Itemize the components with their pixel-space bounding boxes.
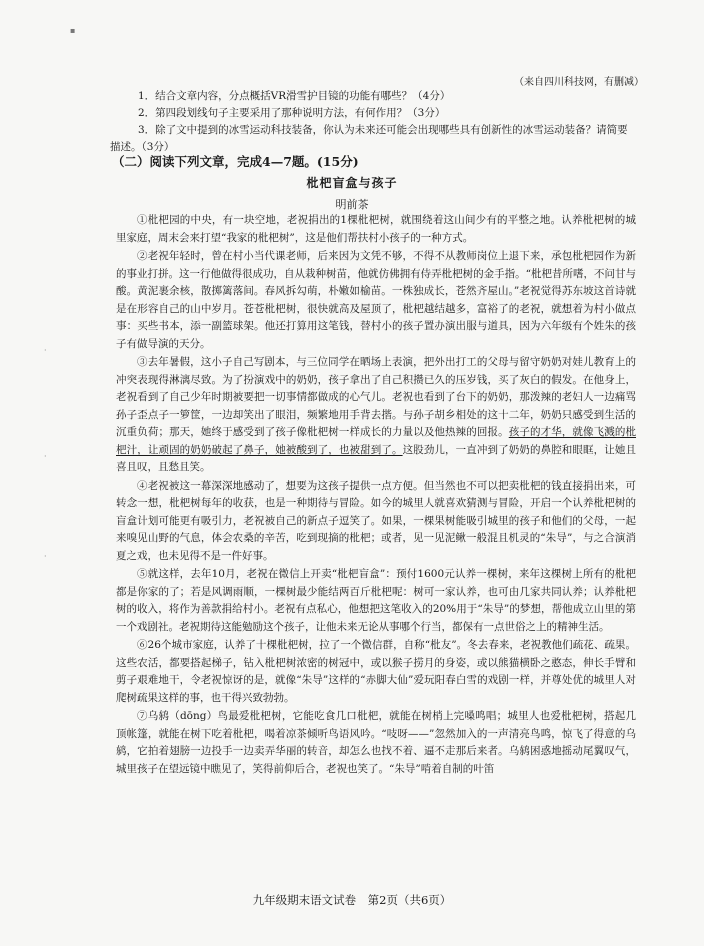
paragraph-1: ①枇杷园的中央，有一块空地，老祝捐出的1棵枇杷树，就围绕着这山间少有的平整之地。认养枇杷树的城里家庭，周末会来打望“我家的枇杷树”，这是他们帮扶村小孩子的一种方式。 — [116, 214, 636, 244]
source-note: （来自四川科技网，有删减） — [514, 77, 644, 88]
margin-tick: · — [44, 552, 47, 561]
paragraph-7: ⑦乌鸫（dōng）鸟最爱枇杷树，它能吃食几口枇杷，就能在树梢上完嗓鸣唱；城里人也爱枇杷树，搭起几顶帐篷，就能在树下吃着枇杷，喝着凉茶倾听鸟语风吟。“吱呀——”忽然加入的一声清亮鸟鸣，惊飞了得意的乌鸫，它拍着翅膀一边投手一边卖弄华丽的转音，却怎么也找不着、逼不走那后来者。乌鸫困惑地摇动尾翼叹气，城里孩子在望远镜中瞧见了，笑得前仰后合，老祝也笑了。“朱导”啃着自制的叶笛 — [116, 710, 636, 775]
paragraph-3-text-b: 这股劲儿，一直冲到了奶奶的鼻腔和眼眶，让她且喜且叹，且愁且笑。 — [116, 443, 636, 473]
margin-tick: · — [44, 346, 47, 355]
question-2: 2．第四段划线句子主要采用了那种说明方法，有何作用？（3分） — [138, 107, 446, 119]
question-1: 1．结合文章内容，分点概括VR滑雪护目镜的功能有哪些？（4分） — [138, 90, 451, 102]
corner-mark: ▪ — [70, 26, 76, 35]
question-3: 3．除了文中提到的冰雪运动科技装备，你认为未来还可能会出现哪些具有创新性的冰雪运动装备？请简要描述。（3分） — [110, 124, 628, 153]
question-list — [110, 88, 630, 156]
paragraph-6: ⑥26个城市家庭，认养了十棵枇杷树，拉了一个微信群，自称“枇友”。冬去春来，老祝教他们疏花、疏果。这些农活，都要搭起梯子，钻入枇杷树浓密的树冠中，或以猴子捞月的身姿，或以熊猫横卧之憨态，伸长手臂和剪子艰难地干，令老祝惊讶的是，就像“朱导”这样的“赤脚大仙”爱玩阳春白雪的戏剧一样，并尊处优的城里人对爬树疏果这样的事，也干得兴致勃勃。 — [116, 639, 636, 704]
paragraph-3 — [116, 354, 636, 477]
section-heading: （二）阅读下列文章，完成4—7题。(15分) — [112, 154, 359, 169]
paragraph-3-underlined: 孩子的才华，就像飞溅的枇杷汁，让顽固的奶奶破起了鼻子，她被酸到了，也被甜到了。 — [116, 426, 637, 456]
article-title: 枇杷盲盒与孩子 — [306, 176, 398, 190]
margin-tick: · — [44, 452, 47, 461]
paragraph-3-text-a: ③去年暑假，这小子自己写剧本，与三位同学在晒场上表演，把外出打工的父母与留守奶奶对娃儿教育上的冲突表现得淋漓尽致。为了扮演戏中的奶奶，孩子拿出了自己积攒已久的压岁钱，买了灰白的假发。在他身上，老祝看到了自己少年时期被要把一切事情都做成的心气儿。老祝也看到了台下的奶奶，那泼辣的老妇人一边痛骂孙子歪点子一箩筐，一边却笑出了眼泪，频繁地用手背去揩。与孙子胡乡相处的这十二年，奶奶只感受到生活的沉重负荷；那天，她终于感受到了孩子像枇杷树一样成长的力量以及他热辣的回报。 — [116, 356, 636, 438]
article-body — [116, 212, 636, 779]
article-author: 明前茶 — [335, 198, 369, 211]
page-footer: 九年级期末语文试卷 第2页（共6页） — [252, 893, 452, 907]
paragraph-4: ④老祝被这一幕深深地感动了，想要为这孩子提供一点方便。但当然也不可以把卖枇杷的钱直接捐出来，可转念一想，枇杷树每年的收获，也是一种期待与冒险。如今的城里人就喜欢猜测与冒险，开启一个认养枇杷树的盲盒计划可能更有吸引力，老祝被自己的新点子逗笑了。如果，一棵果树能吸引城里的孩子和他们的父母，一起来嗅见山野的气息，体会农桑的辛苦，吃到现摘的枇杷；或者，见一见泥鳅一般混且机灵的“朱导”，与之合演消夏之戏，也未见得不是一件好事。 — [116, 479, 636, 562]
paragraph-2: ②老祝年轻时，曾在村小当代课老师，后来因为文凭不够，不得不从教师岗位上退下来，承包枇杷园作为新的事业打拼。这一行他做得很成功，自从栽种树苗，他就仿佛拥有侍弄枇杷树的金手指。“枇杷昔所嗜，不问甘与酸。黄泥裹余核，散掷篱落间。春风拆勾萌，朴嫩如榆苗。一株独成长，苍然齐屋山。”老祝觉得苏东坡这首诗就是在形容自己的山中岁月。苍苍枇杷树，很快就高及屋顶了，枇杷越结越多，富裕了的老祝，就想着为村小做点事：买些书本，添一副篮球架。他还打算用这笔钱，替村小的孩子置办演出服与道具，因为六年级有个姓朱的孩子有做导演的天分。 — [116, 250, 636, 350]
paragraph-5: ⑤就这样，去年10月，老祝在微信上开卖“枇杷盲盒”：预付1600元认养一棵树，来年这棵树上所有的枇杷都是你家的了；若是风调雨顺，一棵树最少能结两百斤枇杷呢：树可一家认养，也可由几家共同认养；认养枇杷树的收入，将作为善款捐给村小。老祝有点私心，他想把这笔收入的20%用于“朱导”的梦想，帮他成立山里的第一个戏剧社。老祝期待这能勉励这个孩子，让他未来无论从事哪个行当，都保有一点世俗之上的精神生活。 — [116, 568, 636, 633]
